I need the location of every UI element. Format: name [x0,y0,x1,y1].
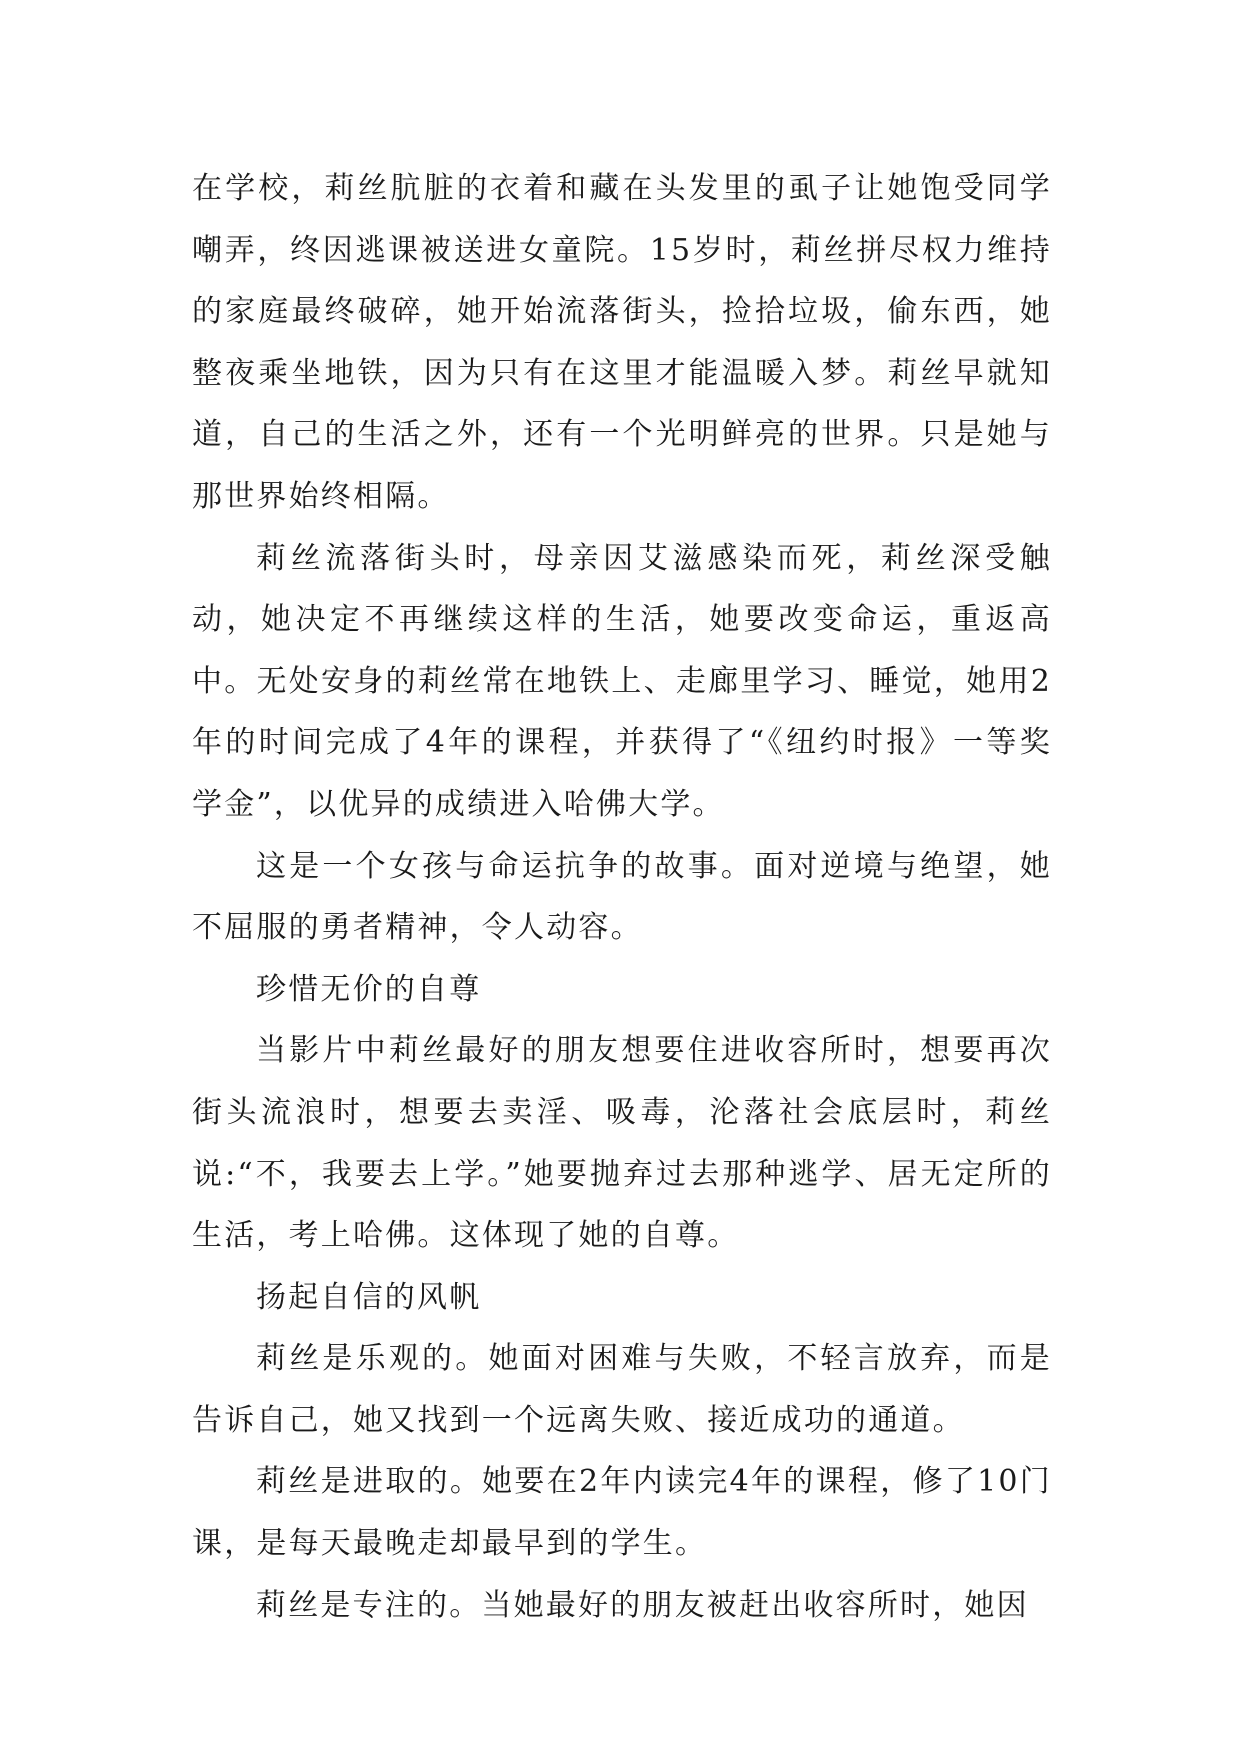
paragraph-7: 莉丝是专注的。当她最好的朋友被赶出收容所时，她因 [256,1587,1029,1623]
paragraph-4: 当影片中莉丝最好的朋友想要住进收容所时，想要再次街头流浪时，想要去卖淫、吸毒，沦落社会底层时，莉丝说:“不，我要去上学。”她要抛弃过去那种逃学、居无定所的生活，考上哈佛。这体现了她的自尊。 [192,1033,1052,1254]
paragraph-5: 莉丝是乐观的。她面对困难与失败，不轻言放弃，而是告诉自己，她又找到一个远离失败、接近成功的通道。 [192,1341,1052,1438]
section-heading-confidence: 扬起自信的风帆 [256,1279,482,1315]
section-heading-self-respect: 珍惜无价的自尊 [256,971,482,1007]
paragraph-2: 莉丝流落街头时，母亲因艾滋感染而死，莉丝深受触动，她决定不再继续这样的生活，她要改变命运，重返高中。无处安身的莉丝常在地铁上、走廊里学习、睡觉，她用2年的时间完成了4年的课程，并获得了“《纽约时报》一等奖学金”，以优异的成绩进入哈佛大学。 [192,540,1052,822]
document-body [192,158,1052,1636]
paragraph-3: 这是一个女孩与命运抗争的故事。面对逆境与绝望，她不屈服的勇者精神，令人动容。 [192,848,1052,946]
paragraph-6: 莉丝是进取的。她要在2年内读完4年的课程，修了10门课，是每天最晚走却最早到的学生。 [192,1464,1053,1562]
paragraph-1: 在学校，莉丝肮脏的衣着和藏在头发里的虱子让她饱受同学嘲弄，终因逃课被送进女童院。15岁时，莉丝拼尽权力维持的家庭最终破碎，她开始流落街头，捡拾垃圾，偷东西，她整夜乘坐地铁，因为只有在这里才能温暖入梦。莉丝早就知道，自己的生活之外，还有一个光明鲜亮的世界。只是她与那世界始终相隔。 [192,171,1052,514]
